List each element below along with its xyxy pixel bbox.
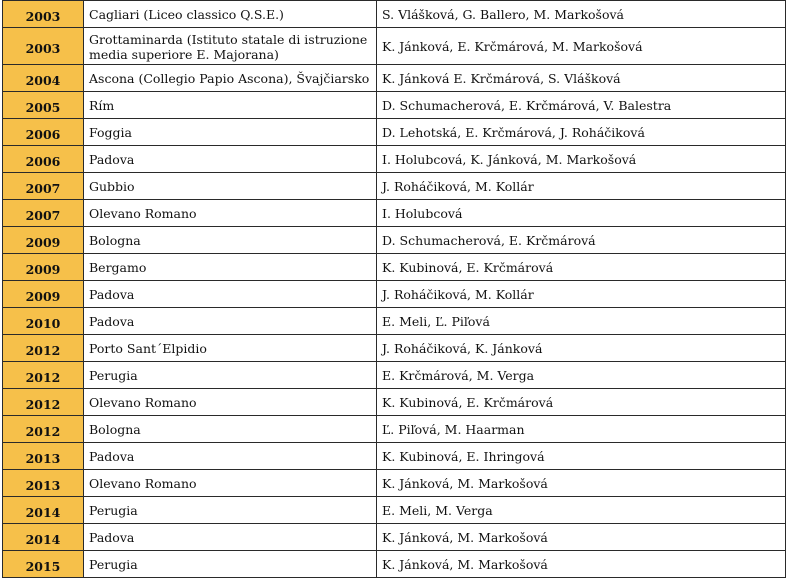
table-row bbox=[3, 443, 786, 470]
table-row bbox=[3, 362, 786, 389]
people-cell: E. Krčmárová, M. Verga bbox=[377, 362, 786, 389]
people-cell: S. Vlášková, G. Ballero, M. Markošová bbox=[377, 1, 786, 28]
table-row bbox=[3, 551, 786, 578]
place-cell: Padova bbox=[84, 443, 377, 470]
year-cell: 2013 bbox=[3, 443, 84, 470]
place-cell: Perugia bbox=[84, 551, 377, 578]
year-cell: 2009 bbox=[3, 281, 84, 308]
year-cell: 2012 bbox=[3, 362, 84, 389]
people-cell: J. Roháčiková, M. Kollár bbox=[377, 281, 786, 308]
year-cell: 2003 bbox=[3, 28, 84, 65]
place-cell: Foggia bbox=[84, 119, 377, 146]
table-row bbox=[3, 92, 786, 119]
people-cell: K. Kubinová, E. Ihringová bbox=[377, 443, 786, 470]
people-cell: J. Roháčiková, K. Jánková bbox=[377, 335, 786, 362]
people-cell: D. Schumacherová, E. Krčmárová, V. Balestra bbox=[377, 92, 786, 119]
table-row bbox=[3, 497, 786, 524]
year-cell: 2009 bbox=[3, 254, 84, 281]
year-cell: 2007 bbox=[3, 200, 84, 227]
place-cell: Rím bbox=[84, 92, 377, 119]
table-row bbox=[3, 173, 786, 200]
year-cell: 2009 bbox=[3, 227, 84, 254]
place-cell: Bologna bbox=[84, 227, 377, 254]
exchange-table bbox=[2, 0, 786, 578]
place-cell: Ascona (Collegio Papio Ascona), Švajčiarsko bbox=[84, 65, 377, 92]
place-cell: Padova bbox=[84, 146, 377, 173]
place-cell: Bologna bbox=[84, 416, 377, 443]
year-cell: 2012 bbox=[3, 335, 84, 362]
year-cell: 2006 bbox=[3, 146, 84, 173]
place-cell: Perugia bbox=[84, 497, 377, 524]
table-row bbox=[3, 470, 786, 497]
table-body bbox=[3, 1, 786, 578]
people-cell: K. Kubinová, E. Krčmárová bbox=[377, 254, 786, 281]
table-row bbox=[3, 227, 786, 254]
table-row bbox=[3, 308, 786, 335]
year-cell: 2015 bbox=[3, 551, 84, 578]
year-cell: 2003 bbox=[3, 1, 84, 28]
year-cell: 2014 bbox=[3, 497, 84, 524]
table-row bbox=[3, 146, 786, 173]
table-row bbox=[3, 416, 786, 443]
table-row bbox=[3, 119, 786, 146]
year-cell: 2004 bbox=[3, 65, 84, 92]
people-cell: K. Jánková, M. Markošová bbox=[377, 524, 786, 551]
place-cell: Gubbio bbox=[84, 173, 377, 200]
people-cell: I. Holubcová bbox=[377, 200, 786, 227]
people-cell: K. Jánková, E. Krčmárová, M. Markošová bbox=[377, 28, 786, 65]
people-cell: D. Schumacherová, E. Krčmárová bbox=[377, 227, 786, 254]
place-cell: Grottaminarda (Istituto statale di istruzione media superiore E. Majorana) bbox=[84, 28, 377, 65]
people-cell: I. Holubcová, K. Jánková, M. Markošová bbox=[377, 146, 786, 173]
people-cell: K. Jánková, M. Markošová bbox=[377, 551, 786, 578]
table-row bbox=[3, 65, 786, 92]
place-cell: Perugia bbox=[84, 362, 377, 389]
place-cell: Cagliari (Liceo classico Q.S.E.) bbox=[84, 1, 377, 28]
table-row bbox=[3, 281, 786, 308]
year-cell: 2007 bbox=[3, 173, 84, 200]
table-row bbox=[3, 28, 786, 65]
place-cell: Bergamo bbox=[84, 254, 377, 281]
place-cell: Padova bbox=[84, 308, 377, 335]
people-cell: E. Meli, M. Verga bbox=[377, 497, 786, 524]
table-row bbox=[3, 200, 786, 227]
place-cell: Porto Sant´Elpidio bbox=[84, 335, 377, 362]
table-row bbox=[3, 1, 786, 28]
place-cell: Padova bbox=[84, 281, 377, 308]
table-row bbox=[3, 389, 786, 416]
year-cell: 2006 bbox=[3, 119, 84, 146]
place-cell: Olevano Romano bbox=[84, 389, 377, 416]
people-cell: D. Lehotská, E. Krčmárová, J. Roháčiková bbox=[377, 119, 786, 146]
table-row bbox=[3, 524, 786, 551]
people-cell: K. Jánková, M. Markošová bbox=[377, 470, 786, 497]
place-cell: Olevano Romano bbox=[84, 470, 377, 497]
place-cell: Olevano Romano bbox=[84, 200, 377, 227]
people-cell: Ľ. Piľová, M. Haarman bbox=[377, 416, 786, 443]
table-row bbox=[3, 335, 786, 362]
year-cell: 2010 bbox=[3, 308, 84, 335]
year-cell: 2005 bbox=[3, 92, 84, 119]
year-cell: 2013 bbox=[3, 470, 84, 497]
people-cell: E. Meli, Ľ. Piľová bbox=[377, 308, 786, 335]
year-cell: 2014 bbox=[3, 524, 84, 551]
people-cell: J. Roháčiková, M. Kollár bbox=[377, 173, 786, 200]
place-cell: Padova bbox=[84, 524, 377, 551]
people-cell: K. Jánková E. Krčmárová, S. Vlášková bbox=[377, 65, 786, 92]
year-cell: 2012 bbox=[3, 389, 84, 416]
year-cell: 2012 bbox=[3, 416, 84, 443]
table-row bbox=[3, 254, 786, 281]
people-cell: K. Kubinová, E. Krčmárová bbox=[377, 389, 786, 416]
